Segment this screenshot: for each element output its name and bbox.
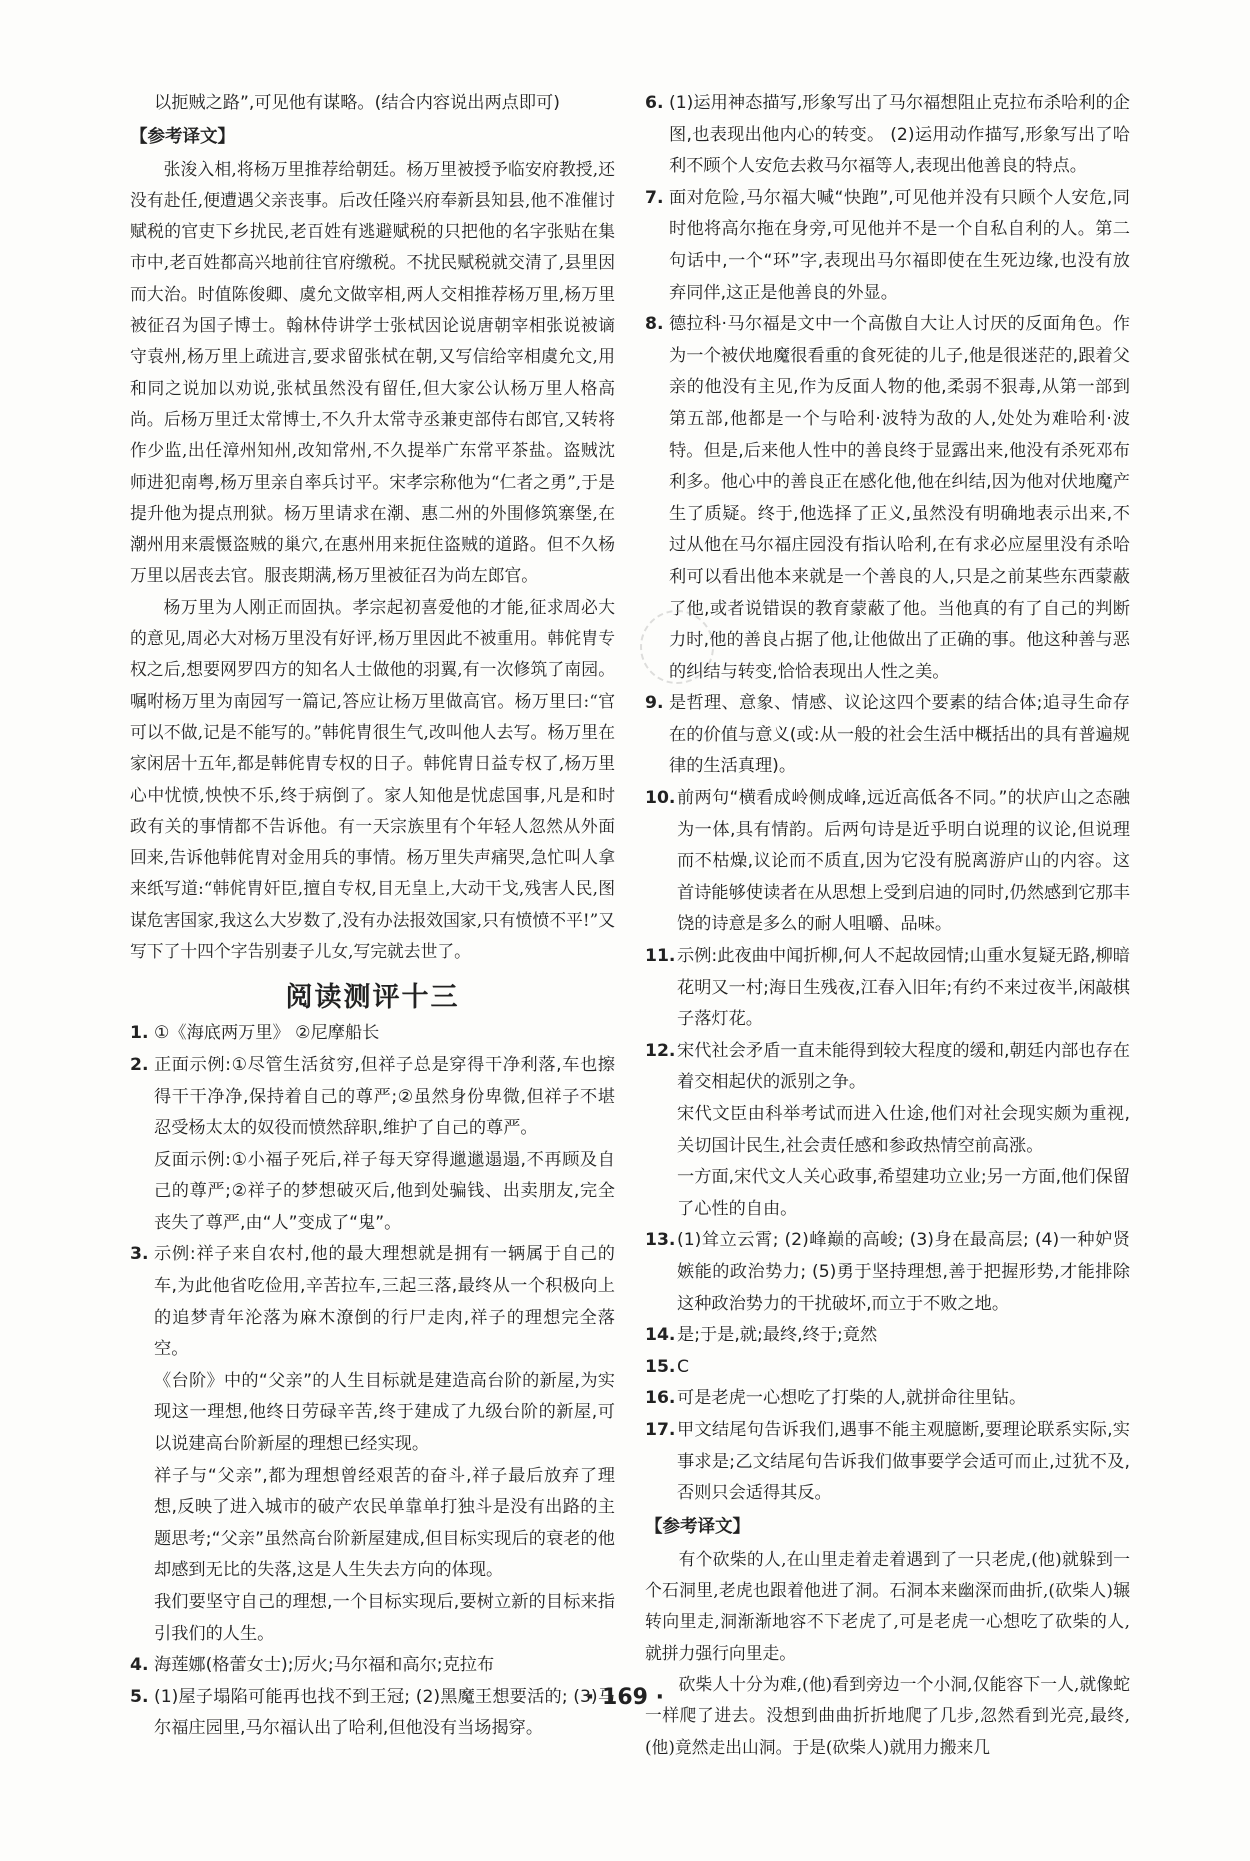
section-title: 阅读测评十三 [285, 982, 460, 1014]
translation-paragraph: 有个砍柴的人,在山里走着走着遇到了一只老虎,(他)就躲到一个石洞里,老虎也跟着他进了洞。石洞本来幽深而曲折,(砍柴人)辗转向里走,洞渐渐地容不下老虎了,可是老虎一心想吃了砍柴的人,就拼力强行向里走。 [645, 1548, 1130, 1663]
item-number: 11. [645, 946, 676, 967]
answer-text: 德拉科·马尔福是文中一个高傲自大让人讨厌的反面角色。作为一个被伏地魔很看重的食死徒的儿子,他是很迷茫的,跟着父亲的他没有主见,作为反面人物的他,柔弱不狠毒,从第一部到第五部,他都是一个与哈利·波特为敌的人,处处为难哈利·波特。但是,后来他人性中的善良终于显露出来,他没有杀死邓布利多。他心中的善良正在感化他,他在纠结,因为他对伏地魔产生了质疑。终于,他选择了正义,虽然没有明确地表示出来,不过从他在马尔福庄园没有指认哈利,在有求必应屋里没有杀哈利可以看出他本来就是一个善良的人,只是之前某些东西蒙蔽了他,或者说错误的教育蒙蔽了他。当他真的有了自己的判断力时,他的善良占据了他,让他做出了正确的事。他这种善与恶的纠结与转变,恰恰表现出人性之美。 [669, 314, 1130, 682]
item-number: 8. [645, 314, 664, 335]
answer-item-13 [645, 1225, 1130, 1320]
answer-text: 祥子与“父亲”,都为理想曾经艰苦的奋斗,祥子最后放弃了理想,反映了进入城市的破产农民单靠单打独斗是没有出路的主题思考;“父亲”虽然高台阶新屋建成,但目标实现后的衰老的他却感到无比的失落,这是人生失去方向的体现。 [154, 1465, 615, 1581]
item-number: 5. [130, 1686, 149, 1707]
answer-item-2 [130, 1050, 615, 1145]
left-column [130, 88, 615, 1745]
answer-item-17 [645, 1415, 1130, 1510]
page-number: · 169 · [586, 1685, 664, 1710]
answer-text: (1)运用神态描写,形象写出了马尔福想阻止克拉布杀哈利的企图,也表现出他内心的转变。 (2)运用动作描写,形象写出了哈利不顾个人安危去救马尔福等人,表现出他善良的特点。 [669, 93, 1130, 177]
answer-item-14 [645, 1320, 1130, 1352]
answer-item-1 [130, 1018, 615, 1050]
translation-paragraph: 杨万里为人刚正而固执。孝宗起初喜爱他的才能,征求周必大的意见,周必大对杨万里没有好评,杨万里因此不被重用。韩侂胄专权之后,想要网罗四方的知名人士做他的羽翼,有一次修筑了南园。嘱咐杨万里为南园写一篇记,答应让杨万里做高官。杨万里曰:“官可以不做,记是不能写的。”韩侂胄很生气,改叫他人去写。杨万里在家闲居十五年,都是韩侂胄专权的日子。韩侂胄日益专权了,杨万里心中忧愤,怏怏不乐,终于病倒了。家人知他是忧虑国事,凡是和时政有关的事情都不告诉他。有一天宗族里有个年轻人忽然从外面回来,告诉他韩侂胄对金用兵的事情。杨万里失声痛哭,急忙叫人拿来纸写道:“韩侂胄奸臣,擅自专权,目无皇上,大动干戈,残害人民,图谋危害国家,我这么大岁数了,没有办法报效国家,只有愤愤不平!”又写下了十四个字告别妻子儿女,写完就去世了。 [130, 596, 615, 962]
answer-text: 甲文结尾句告诉我们,遇事不能主观臆断,要理论联系实际,实事求是;乙文结尾句告诉我们做事要学会适可而止,过犹不及,否则只会适得其反。 [677, 1419, 1130, 1504]
answer-item-4 [130, 1650, 615, 1682]
answer-continuation: 以扼贼之路”,可见他有谋略。(结合内容说出两点即可) [154, 93, 560, 113]
item-number: 16. [645, 1388, 676, 1409]
item-number: 9. [645, 693, 664, 714]
answer-text: 宋代社会矛盾一直未能得到较大程度的缓和,朝廷内部也存在着交相起伏的派别之争。 [677, 1040, 1130, 1093]
answer-text: 可是老虎一心想吃了打柴的人,就拼命往里钻。 [677, 1388, 1027, 1409]
answer-item-3 [130, 1239, 615, 1365]
answer-item-7 [645, 183, 1130, 309]
answer-text: 我们要坚守自己的理想,一个目标实现后,要树立新的目标来指引我们的人生。 [154, 1592, 615, 1644]
translation-paragraph: 张浚入相,将杨万里推荐给朝廷。杨万里被授予临安府教授,还没有赴任,便遭遇父亲丧事。后改任隆兴府奉新县知县,他不准催讨赋税的官吏下乡扰民,老百姓有逃避赋税的只把他的名字张贴在集市中,老百姓都高兴地前往官府缴税。不扰民赋税就交清了,县里因而大治。时值陈俊卿、虞允文做宰相,两人交相推荐杨万里,杨万里被征召为国子博士。翰林侍讲学士张栻因论说唐朝宰相张说被谪守袁州,杨万里上疏进言,要求留张栻在朝,又写信给宰相虞允文,用和同之说加以劝说,张栻虽然没有留任,但大家公认杨万里人格高尚。后杨万里迁太常博士,不久升太常寺丞兼吏部侍右郎官,又转将作少监,出任漳州知州,改知常州,不久提举广东常平茶盐。盗贼沈师进犯南粤,杨万里亲自率兵讨平。宋孝宗称他为“仁者之勇”,于是提升他为提点刑狱。杨万里请求在潮、惠二州的外围修筑寨堡,在潮州用来震慑盗贼的巢穴,在惠州用来扼住盗贼的道路。但不久杨万里以居丧去官。服丧期满,杨万里被征召为尚左郎官。 [130, 158, 615, 586]
item-number: 4. [130, 1655, 149, 1676]
item-number: 3. [130, 1244, 149, 1265]
item-number: 2. [130, 1054, 149, 1075]
answer-text: 反面示例:①小福子死后,祥子每天穿得邋邋遢遢,不再顾及自己的尊严;②祥子的梦想破灭后,他到处骗钱、出卖朋友,完全丧失了尊严,由“人”变成了“鬼”。 [154, 1149, 615, 1233]
answer-text: 正面示例:①尽管生活贫穷,但祥子总是穿得干净利落,车也擦得干干净净,保持着自己的尊严;②虽然身份卑微,但祥子不堪忍受杨太太的奴役而愤然辞职,维护了自己的尊严。 [154, 1054, 615, 1139]
answer-text: (1)屋子塌陷可能再也找不到王冠; (2)黑魔王想要活的; (3)马尔福庄园里,马尔福认出了哈利,但他没有当场揭穿。 [154, 1686, 615, 1739]
item-number: 10. [645, 788, 676, 809]
watermark-seal [640, 610, 714, 684]
answer-item-6 [645, 88, 1130, 183]
answer-item-8 [645, 309, 1130, 688]
answer-item-10 [645, 783, 1130, 941]
answer-item-16 [645, 1383, 1130, 1415]
item-number: 6. [645, 93, 664, 113]
answer-text: 示例:祥子来自农村,他的最大理想就是拥有一辆属于自己的车,为此他省吃俭用,辛苦拉车,三起三落,最终从一个积极向上的追梦青年沦落为麻木潦倒的行尸走肉,祥子的理想完全落空。 [154, 1244, 615, 1360]
answer-item-11 [645, 941, 1130, 1036]
item-number: 1. [130, 1023, 149, 1044]
answer-text: 海莲娜(格蕾女士);厉火;马尔福和高尔;克拉布 [154, 1655, 495, 1676]
answer-text: ①《海底两万里》 ②尼摩船长 [154, 1023, 380, 1044]
item-number: 12. [645, 1040, 676, 1061]
answer-item-9 [645, 688, 1130, 783]
answer-text: 是;于是,就;最终,终于;竟然 [677, 1325, 878, 1346]
answer-text: 《台阶》中的“父亲”的人生目标就是建造高台阶的新屋,为实现这一理想,他终日劳碌辛苦,终于建成了九级台阶的新屋,可以说建高台阶新屋的理想已经实现。 [154, 1370, 615, 1455]
answer-item-15 [645, 1352, 1130, 1384]
answer-text: 一方面,宋代文人关心政事,希望建功立业;另一方面,他们保留了心性的自由。 [677, 1167, 1130, 1219]
reference-translation-heading: 【参考译文】 [645, 1516, 750, 1537]
answer-text: 面对危险,马尔福大喊“快跑”,可见他并没有只顾个人安危,同时他将高尔拖在身旁,可见他并不是一个自私自利的人。第二句话中,一个“环”字,表现出马尔福即使在生死边缘,也没有放弃同伴,这正是他善良的外显。 [669, 187, 1130, 303]
item-number: 13. [645, 1230, 676, 1251]
answer-text: 宋代文臣由科举考试而进入仕途,他们对社会现实颇为重视,关切国计民生,社会责任感和参政热情空前高涨。 [677, 1104, 1130, 1156]
item-number: 7. [645, 187, 664, 208]
item-number: 15. [645, 1356, 676, 1377]
item-number: 17. [645, 1419, 676, 1440]
translation-paragraph: 砍柴人十分为难,(他)看到旁边一个小洞,仅能容下一人,就像蛇一样爬了进去。没想到曲曲折折地爬了几步,忽然看到光亮,最终,(他)竟然走出山洞。于是(砍柴人)就用力搬来几 [645, 1673, 1130, 1757]
answer-text: 前两句“横看成岭侧成峰,远近高低各不同。”的状庐山之态融为一体,具有情韵。后两句诗是近乎明白说理的议论,但说理而不枯燥,议论而不质直,因为它没有脱离游庐山的内容。这首诗能够使读者在从思想上受到启迪的同时,仍然感到它那丰饶的诗意是多么的耐人咀嚼、品味。 [677, 788, 1130, 935]
answer-item-12 [645, 1036, 1130, 1099]
answer-text: 是哲理、意象、情感、议论这四个要素的结合体;追寻生命存在的价值与意义(或:从一般的社会生活中概括出的具有普遍规律的生活真理)。 [669, 693, 1130, 777]
reference-translation-heading: 【参考译文】 [130, 126, 235, 147]
item-number: 14. [645, 1325, 676, 1346]
answer-text: C [677, 1356, 690, 1377]
right-column [645, 88, 1130, 1763]
answer-text: 示例:此夜曲中闻折柳,何人不起故园情;山重水复疑无路,柳暗花明又一村;海日生残夜,江春入旧年;有约不来过夜半,闲敲棋子落灯花。 [677, 946, 1130, 1030]
answer-text: (1)耸立云霄; (2)峰巅的高峻; (3)身在最高层; (4)一种妒贤嫉能的政治势力; (5)勇于坚持理想,善于把握形势,才能排除这种政治势力的干扰破坏,而立于不败之地。 [677, 1230, 1130, 1314]
